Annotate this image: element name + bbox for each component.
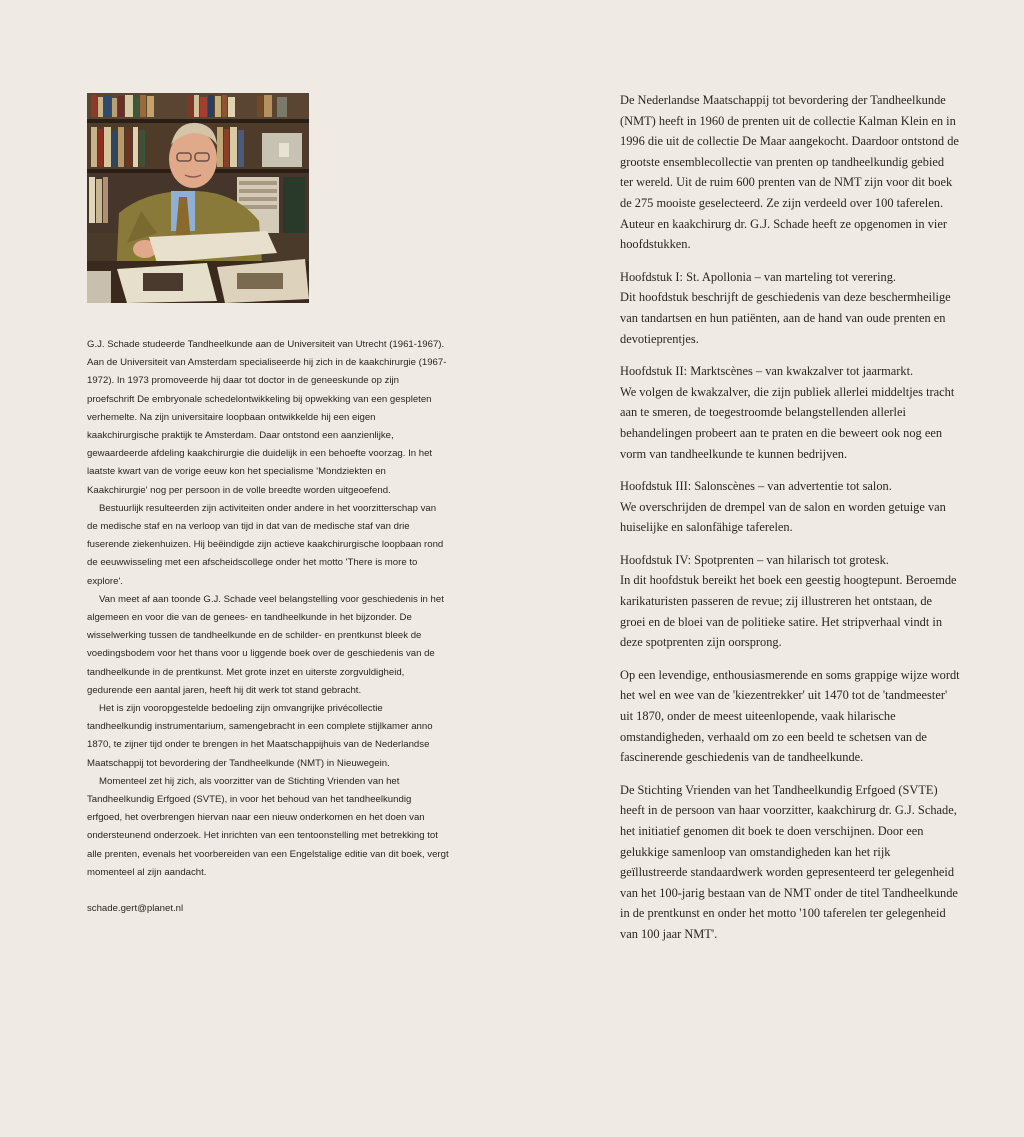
chapter-3 <box>620 476 960 538</box>
chapter-1 <box>620 267 960 349</box>
closing-paragraph-1: Op een levendige, enthousiasmerende en soms grappige wijze wordt het wel en wee van de 'kiezentrekker' uit 1470 tot de 'tandmeester' uit 1870, onder de meest uiteenlopende, vaak hilarische omstandigheden, verhaald om zo een beeld te schetsen van de fascinerende geschiedenis van de tandheelkunde. <box>620 667 960 765</box>
bio-paragraph-2: Bestuurlijk resulteerden zijn activiteiten onder andere in het voorzitterschap van de medische staf en na verloop van tijd in dat van de medische staf van drie fuserende ziekenhuizen. Hij beëindigde zijn actieve kaakchirurgische loopbaan rond de eeuwwisseling met een afscheidscollege onder het motto 'There is more to explore'. <box>87 502 444 587</box>
chapter-text: We overschrijden de drempel van de salon en worden getuige van huiselijke en salonfähige taferelen. <box>620 499 946 535</box>
bio-paragraph-5: Momenteel zet hij zich, als voorzitter van de Stichting Vrienden van het Tandheelkundig Erfgoed (SVTE), in voor het behoud van het tandheelkundig erfgoed, het overbrengen hiervan naar een nieuw onderkomen en het doen van ondersteunend onderzoek. Het inrichten van een tentoonstelling met betrekking tot alle prenten, evenals het voorbereiden van een Engelstalige editie van dit boek, vergt momenteel al zijn aandacht. <box>87 775 449 878</box>
intro-paragraph: De Nederlandse Maatschappij tot bevordering der Tandheelkunde (NMT) heeft in 1960 de prenten uit de collectie Kalman Klein en in 1996 die uit de collectie De Maar aangekocht. Daardoor ontstond de grootste ensemblecollectie van prenten op tandheelkundig gebied ter wereld. Uit de ruim 600 prenten van de NMT zijn voor dit boek de 275 mooiste geselecteerd. Ze zijn verdeeld over 100 taferelen. Auteur en kaakchirurg dr. G.J. Schade heeft ze opgenomen in vier hoofdstukken. <box>620 93 959 252</box>
chapter-text: Dit hoofdstuk beschrijft de geschiedenis van deze beschermheilige van tandartsen en hun patiënten, aan de hand van oude prenten en devotieprentjes. <box>620 290 951 346</box>
chapter-heading: Hoofdstuk II: Marktscènes – van kwakzalver tot jaarmarkt. <box>620 364 914 379</box>
book-description <box>620 90 960 957</box>
chapter-text: In dit hoofdstuk bereikt het boek een geestig hoogtepunt. Beroemde karikaturisten passeren de revue; zij illustreren het ontstaan, de groei en de bloei van de politieke satire. Het stripverhaal vindt in deze spotprenten zijn oorsprong. <box>620 573 957 650</box>
chapter-heading: Hoofdstuk IV: Spotprenten – van hilarisch tot grotesk. <box>620 552 889 567</box>
portrait-photo-icon <box>87 93 309 303</box>
closing-paragraph-2: De Stichting Vrienden van het Tandheelkundig Erfgoed (SVTE) heeft in de persoon van haar voorzitter, kaakchirurg dr. G.J. Schade, het initiatief genomen dit boek te doen verschijnen. Door een gelukkige samenloop van omstandigheden kan het rijk geïllustreerde standaardwerk worden gepresenteerd ter gelegenheid van het 100-jarig bestaan van de NMT onder de titel Tandheelkunde in de prentkunst en onder het motto '100 taferelen ter gelegenheid van 100 jaar NMT'. <box>620 782 958 941</box>
chapter-2 <box>620 361 960 464</box>
bio-paragraph-4: Het is zijn vooropgestelde bedoeling zijn omvangrijke privécollectie tandheelkundig instrumentarium, samengebracht in een complete stijlkamer anno 1870, te zijner tijd onder te brengen in het Maatschappijhuis van de Nederlandse Maatschappij tot bevordering der Tandheelkunde (NMT) in Nieuwegein. <box>87 703 433 769</box>
chapter-text: We volgen de kwakzalver, die zijn publiek allerlei middeltjes tracht aan te smeren, de toegestroomde belangstellenden allerlei behandelingen probeert aan te praten en die beweert ook nog een vorm van tandheelkunde te kunnen bedrijven. <box>620 384 955 461</box>
author-portrait-photo <box>87 93 309 303</box>
bio-paragraph-1: G.J. Schade studeerde Tandheelkunde aan de Universiteit van Utrecht (1961-1967). Aan de Universiteit van Amsterdam specialiseerde hij zich in de kaakchirurgie (1967-1972). In 1973 promoveerde hij daar tot doctor in de geneeskunde op zijn proefschrift De embryonale schedelontwikkeling bij opwekking van een gespleten verhemelte. Na zijn universitaire loopbaan ontwikkelde hij een eigen kaakchirurgische praktijk te Amsterdam. Daar ontstond een aanzienlijke, gewaardeerde afdeling kaakchirurgie die duidelijk in een behoefte voorzag. In het laatste kwart van de vorige eeuw kon het specialisme 'Mondziekten en Kaakchirurgie' nog per persoon in de volle breedte worden uitgeoefend. <box>87 339 447 496</box>
author-email[interactable]: schade.gert@planet.nl <box>87 903 184 915</box>
chapter-heading: Hoofdstuk I: St. Apollonia – van marteling tot verering. <box>620 269 896 284</box>
chapter-heading: Hoofdstuk III: Salonscènes – van advertentie tot salon. <box>620 479 892 494</box>
author-biography <box>87 336 449 918</box>
bio-paragraph-3: Van meet af aan toonde G.J. Schade veel belangstelling voor geschiedenis in het algemeen en voor die van de genees- en tandheelkunde in het bijzonder. De wisselwerking tussen de tandheelkunde en de schilder- en prentkunst bleek de voedingsbodem voor het thans voor u liggende boek over de geschiedenis van de tandheelkunde in de prentkunst. Met grote inzet en uiterste zorgvuldigheid, gedurende een aantal jaren, heeft hij dit werk tot stand gebracht. <box>87 593 444 696</box>
chapter-4 <box>620 550 960 653</box>
